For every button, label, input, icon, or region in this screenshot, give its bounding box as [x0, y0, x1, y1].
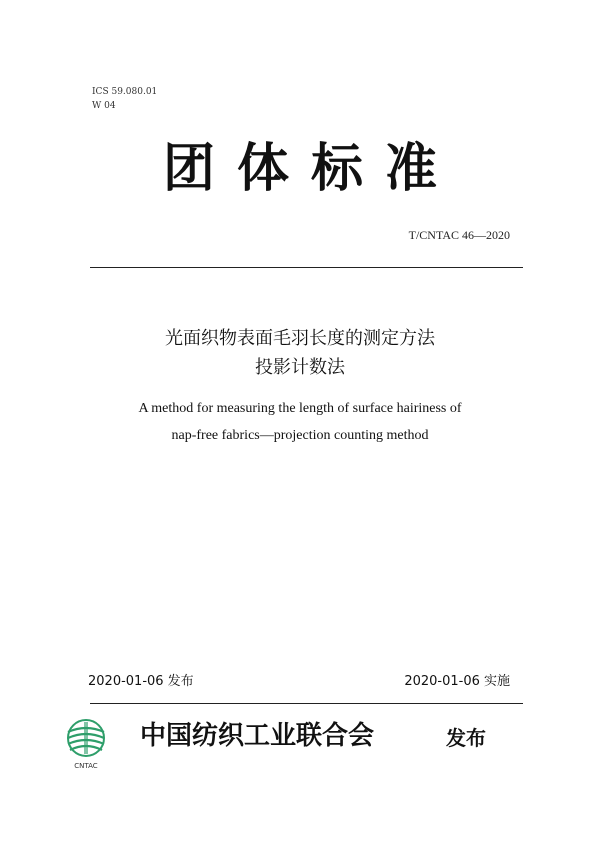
- logo-caption: CNTAC: [74, 762, 98, 770]
- implementation-date: 2020-01-06 实施: [404, 674, 510, 689]
- ccs-code: W 04: [92, 101, 116, 111]
- bottom-divider: [90, 703, 523, 704]
- publish-label: 发布: [446, 726, 486, 750]
- english-title-line-2: nap-free fabrics—projection counting method: [171, 428, 429, 443]
- chinese-title-line-1: 光面织物表面毛羽长度的测定方法: [165, 328, 435, 349]
- standard-number: T/CNTAC 46—2020: [408, 228, 510, 242]
- cntac-logo-icon: [62, 718, 110, 758]
- chinese-title-line-2: 投影计数法: [255, 357, 345, 378]
- issue-date: 2020-01-06 发布: [88, 674, 194, 689]
- publisher-name: 中国纺织工业联合会: [140, 721, 375, 751]
- standard-category-title: 团体标准: [162, 138, 459, 199]
- english-title-line-1: A method for measuring the length of surface hairiness of: [138, 401, 462, 416]
- top-divider: [90, 267, 523, 268]
- ics-code: ICS 59.080.01: [92, 87, 158, 97]
